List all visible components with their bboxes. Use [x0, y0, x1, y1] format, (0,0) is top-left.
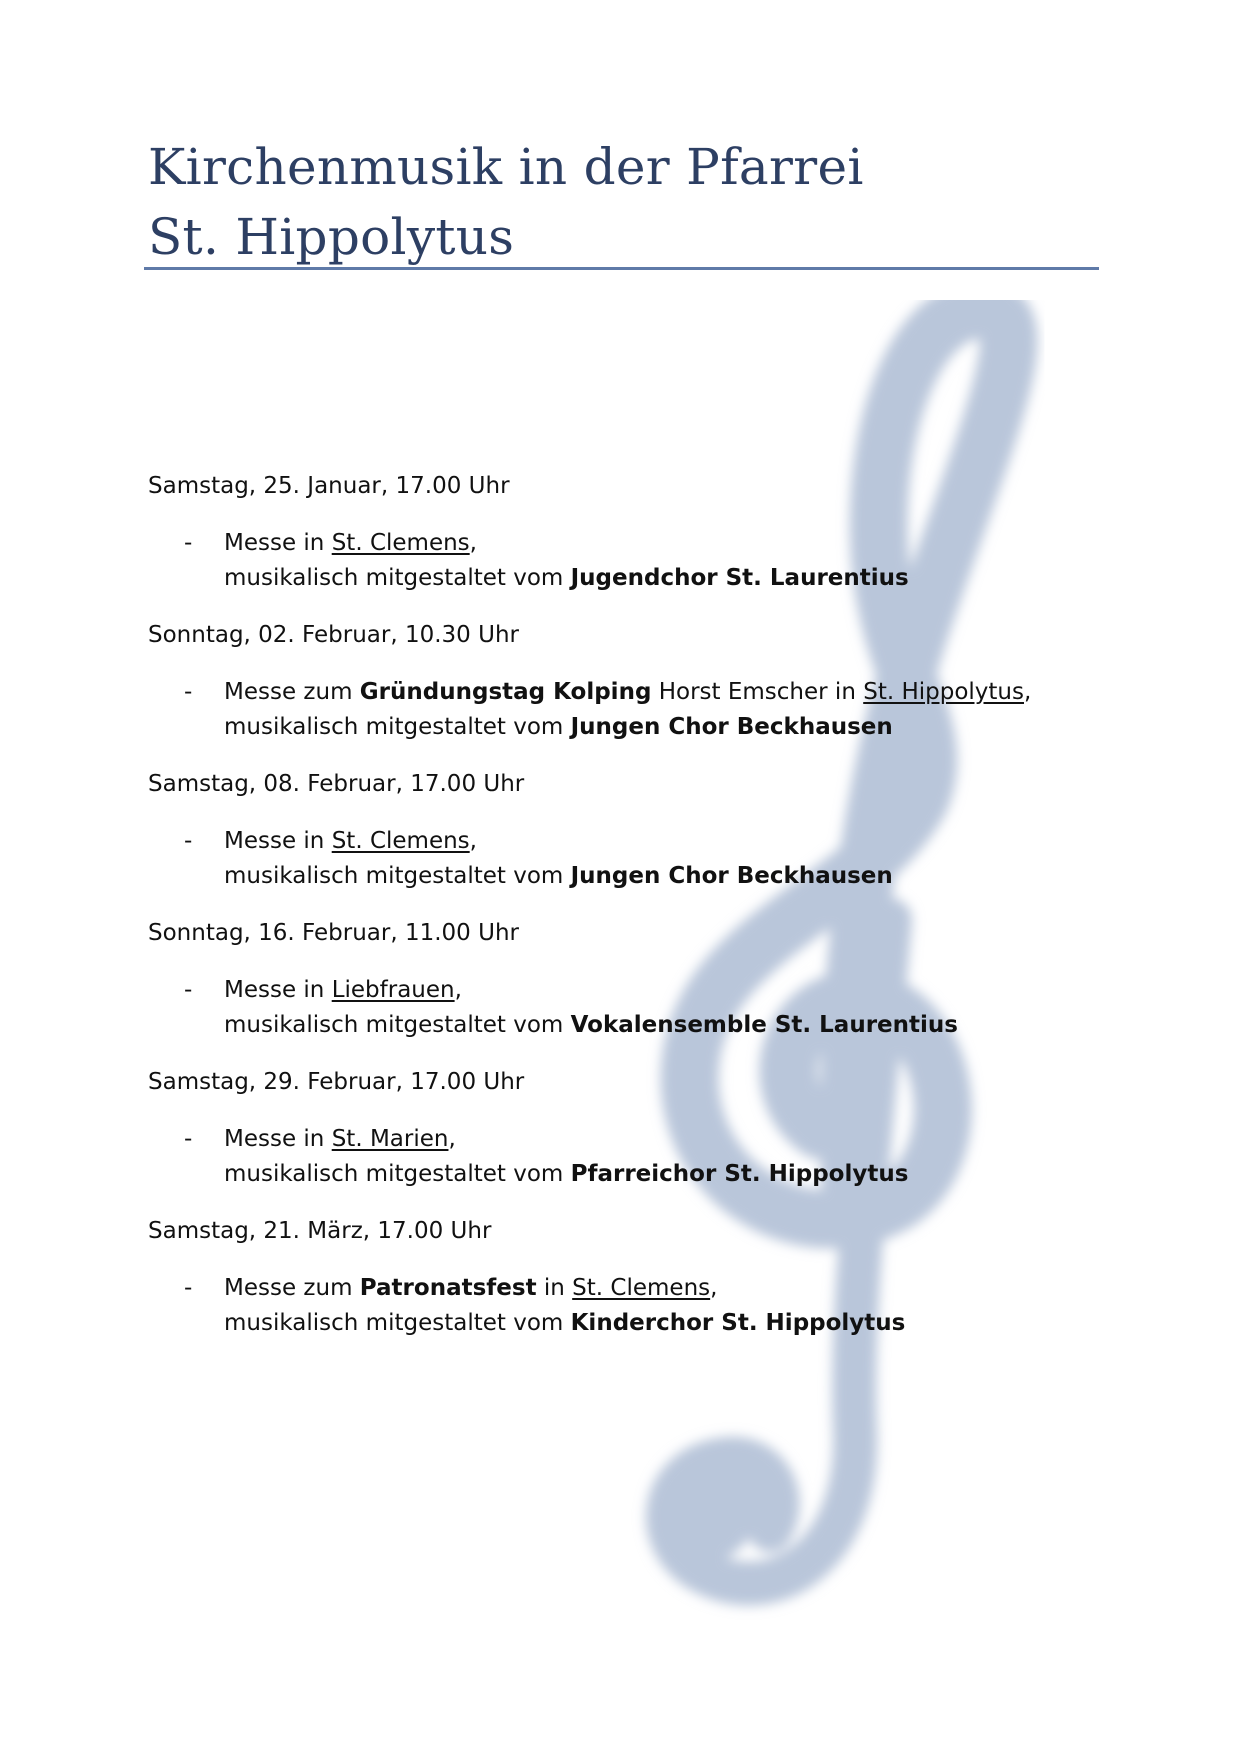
- bullet-dash: -: [184, 1126, 193, 1152]
- bullet-dash: -: [184, 828, 193, 854]
- event-text: Messe zum: [224, 679, 360, 705]
- bullet-dash: -: [184, 530, 193, 556]
- event-text: ,: [710, 1275, 718, 1301]
- church-link[interactable]: Liebfrauen: [331, 977, 455, 1003]
- event-details: [148, 526, 1148, 596]
- church-link[interactable]: St. Clemens: [572, 1275, 711, 1301]
- event-line-2: [224, 1306, 1148, 1341]
- title-line-1: Kirchenmusik in der Pfarrei: [148, 138, 864, 196]
- event-text: ,: [454, 977, 462, 1003]
- church-link[interactable]: St. Clemens: [331, 530, 470, 556]
- event-text: ,: [469, 828, 477, 854]
- occasion-name: Patronatsfest: [359, 1275, 537, 1301]
- choir-prefix: musikalisch mitgestaltet vom: [224, 863, 571, 889]
- event-date: Samstag, 25. Januar, 17.00 Uhr: [148, 473, 510, 499]
- event-text: ,: [448, 1126, 456, 1152]
- event-line-2: [224, 1008, 1148, 1043]
- event-item: [148, 1213, 1148, 1341]
- choir-name: Jugendchor St. Laurentius: [570, 565, 909, 591]
- event-line-2: [224, 561, 1148, 596]
- title-underline: [144, 267, 1099, 270]
- church-link[interactable]: St. Clemens: [331, 828, 470, 854]
- event-date: Samstag, 08. Februar, 17.00 Uhr: [148, 771, 525, 797]
- document-title: [148, 132, 864, 272]
- choir-prefix: musikalisch mitgestaltet vom: [224, 1310, 571, 1336]
- event-date: Samstag, 21. März, 17.00 Uhr: [148, 1218, 492, 1244]
- event-details: [148, 1271, 1148, 1341]
- event-line-2: [224, 859, 1148, 894]
- title-line-2: St. Hippolytus: [148, 208, 515, 266]
- event-line-2: [224, 1157, 1148, 1192]
- event-item: [148, 915, 1148, 1043]
- choir-prefix: musikalisch mitgestaltet vom: [224, 714, 571, 740]
- event-text: Messe in: [224, 1126, 332, 1152]
- event-text: Messe in: [224, 977, 332, 1003]
- event-item: [148, 766, 1148, 894]
- event-details: [148, 824, 1148, 894]
- event-list: [148, 468, 1148, 1362]
- event-item: [148, 468, 1148, 596]
- event-text: Horst Emscher in: [651, 679, 864, 705]
- choir-name: Pfarreichor St. Hippolytus: [570, 1161, 909, 1187]
- occasion-name: Gründungstag Kolping: [359, 679, 652, 705]
- church-link[interactable]: St. Marien: [331, 1126, 449, 1152]
- event-line-2: [224, 710, 1148, 745]
- choir-name: Kinderchor St. Hippolytus: [570, 1310, 906, 1336]
- event-line-1: [224, 526, 1148, 561]
- choir-prefix: musikalisch mitgestaltet vom: [224, 1161, 571, 1187]
- event-details: [148, 1122, 1148, 1192]
- event-date: Samstag, 29. Februar, 17.00 Uhr: [148, 1069, 525, 1095]
- choir-name: Jungen Chor Beckhausen: [570, 863, 893, 889]
- bullet-dash: -: [184, 1275, 193, 1301]
- event-line-1: [224, 1122, 1148, 1157]
- event-line-1: [224, 675, 1148, 710]
- choir-name: Vokalensemble St. Laurentius: [570, 1012, 958, 1038]
- event-date: Sonntag, 16. Februar, 11.00 Uhr: [148, 920, 519, 946]
- bullet-dash: -: [184, 977, 193, 1003]
- event-item: [148, 617, 1148, 745]
- event-text: Messe zum: [224, 1275, 360, 1301]
- event-date: Sonntag, 02. Februar, 10.30 Uhr: [148, 622, 519, 648]
- bullet-dash: -: [184, 679, 193, 705]
- event-line-1: [224, 824, 1148, 859]
- event-details: [148, 973, 1148, 1043]
- choir-prefix: musikalisch mitgestaltet vom: [224, 565, 571, 591]
- event-details: [148, 675, 1148, 745]
- event-text: Messe in: [224, 530, 332, 556]
- event-line-1: [224, 1271, 1148, 1306]
- choir-prefix: musikalisch mitgestaltet vom: [224, 1012, 571, 1038]
- event-text: ,: [1024, 679, 1032, 705]
- event-text: Messe in: [224, 828, 332, 854]
- event-item: [148, 1064, 1148, 1192]
- church-link[interactable]: St. Hippolytus: [863, 679, 1024, 705]
- event-text: in: [536, 1275, 573, 1301]
- event-line-1: [224, 973, 1148, 1008]
- choir-name: Jungen Chor Beckhausen: [570, 714, 893, 740]
- event-text: ,: [469, 530, 477, 556]
